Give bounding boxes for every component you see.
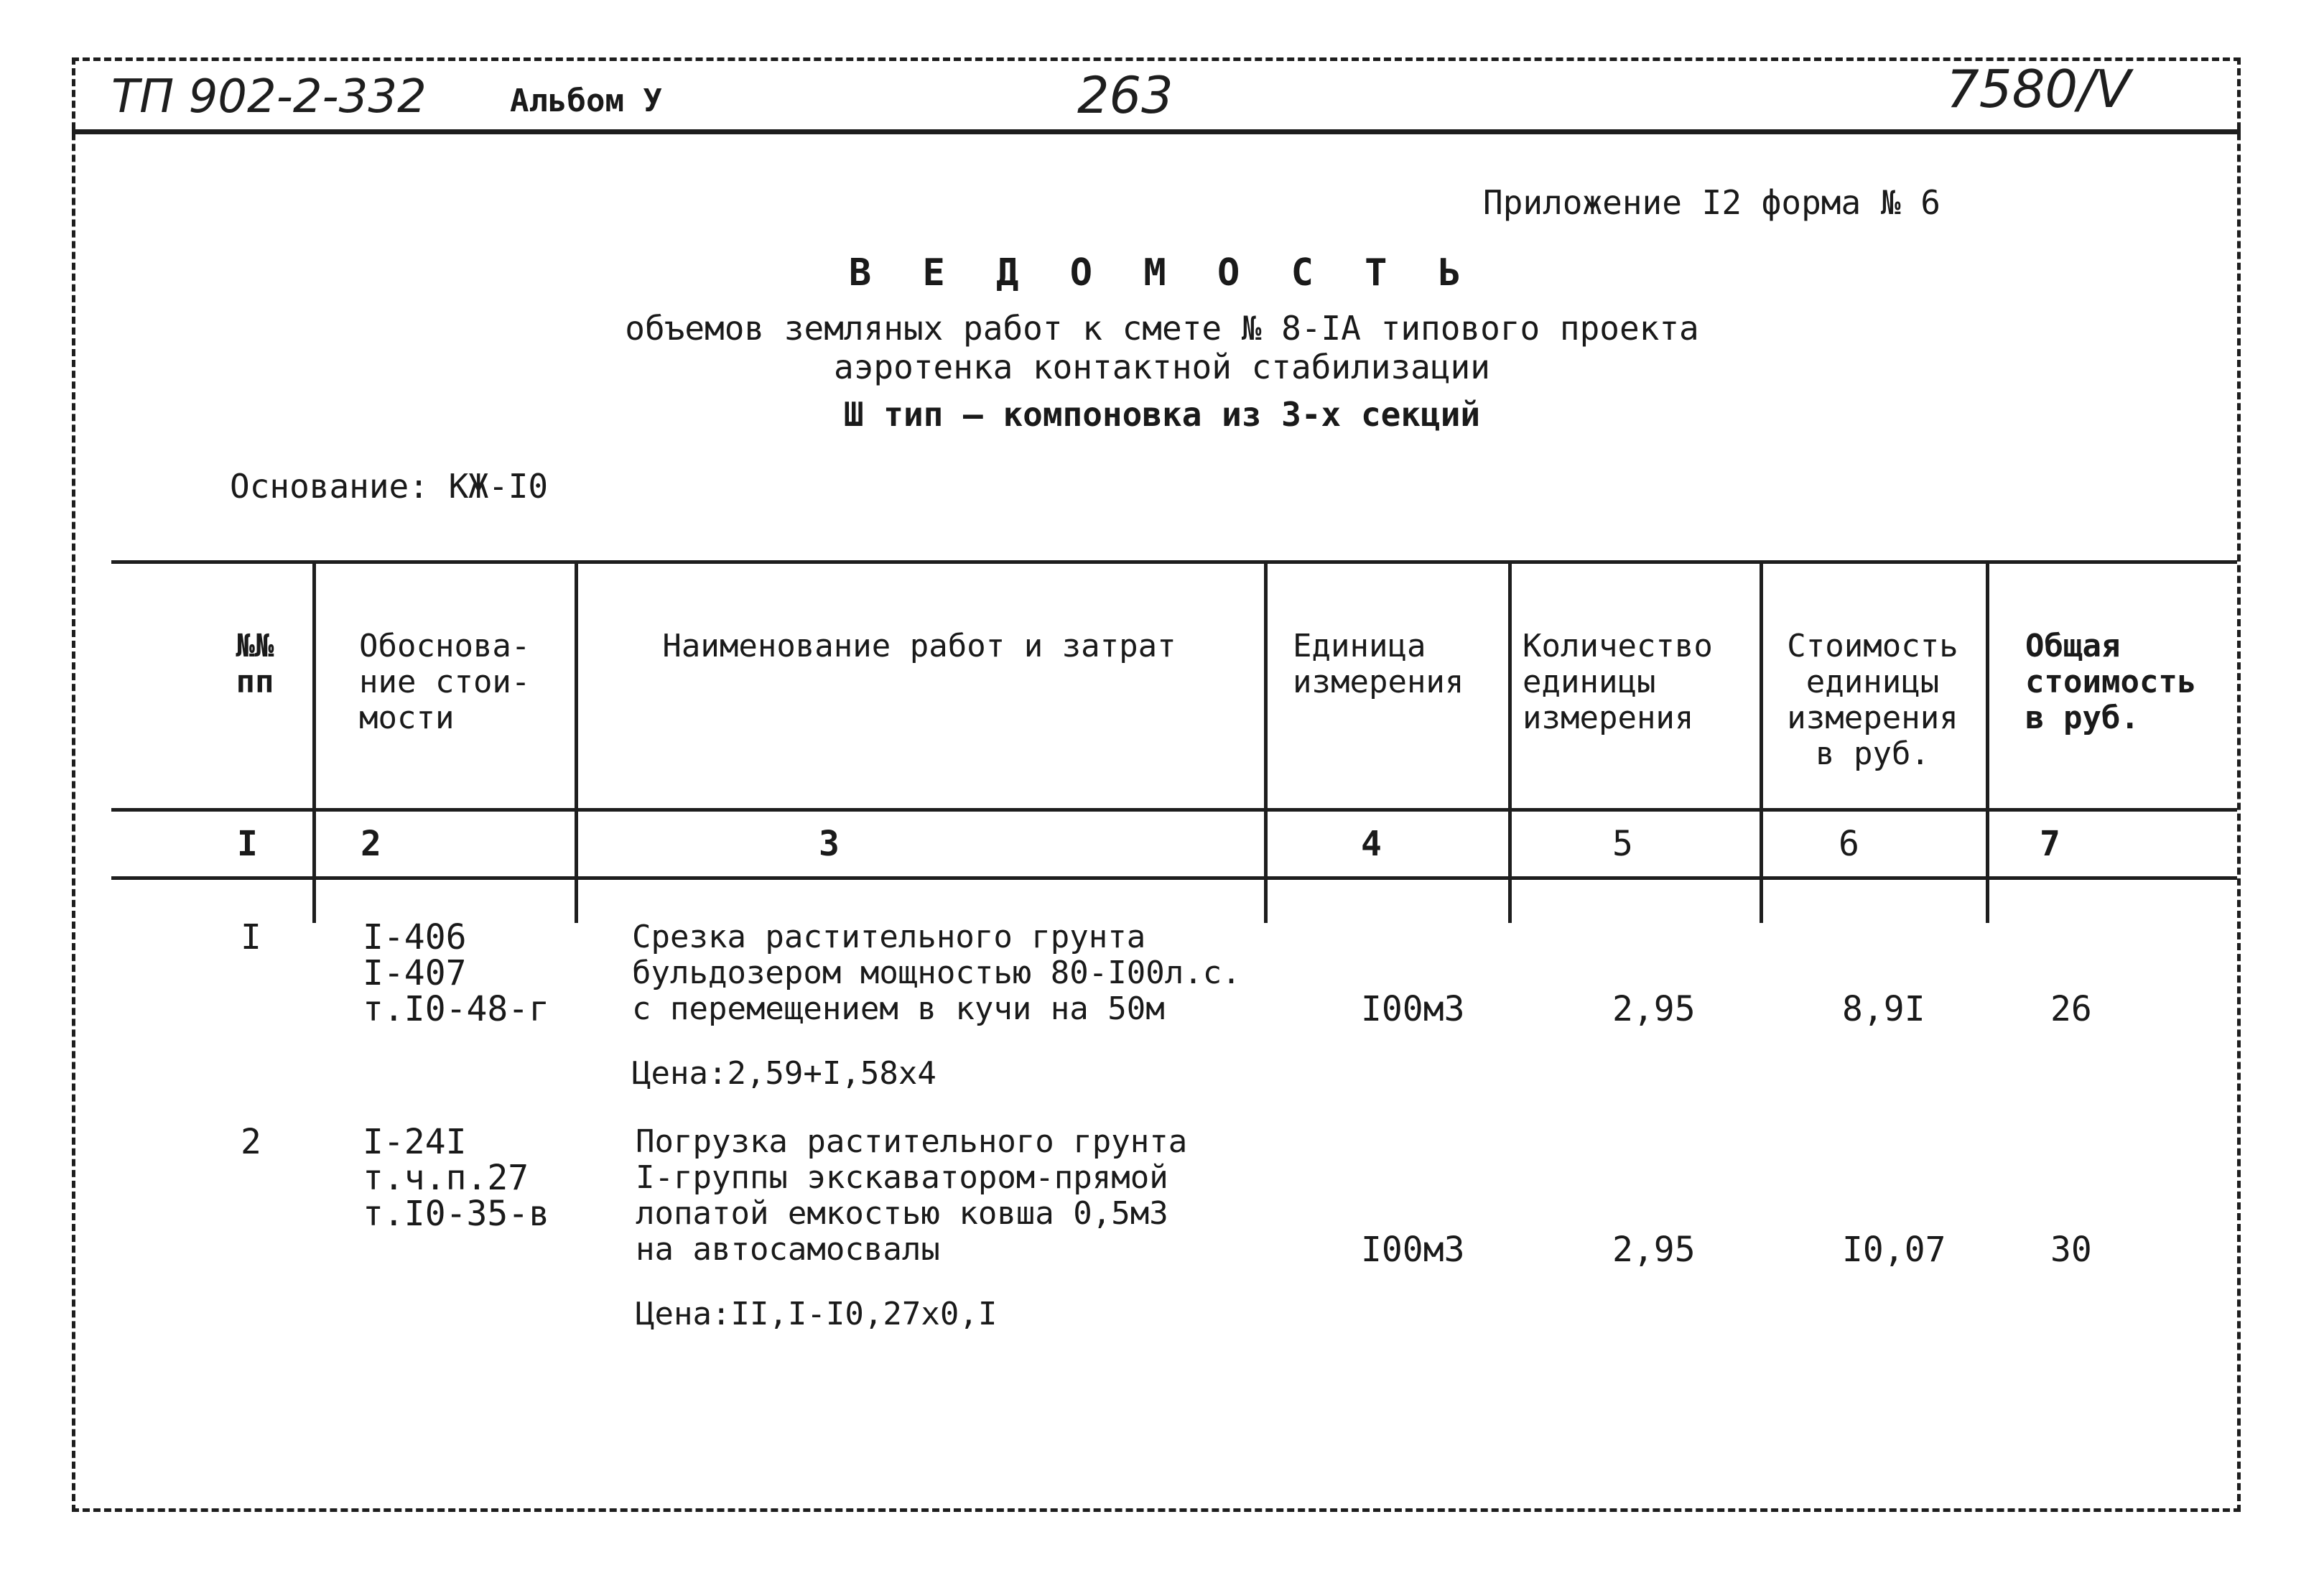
row-2-basis: I-24I т.ч.п.27 т.I0-35-в	[363, 1122, 550, 1234]
row-2-quantity: 2,95	[1612, 1230, 1696, 1270]
document-subtitle	[0, 309, 2324, 386]
row-1-unit: I00м3	[1361, 989, 1465, 1029]
column-number: I	[237, 824, 258, 864]
column-number: 4	[1361, 824, 1382, 864]
column-divider	[312, 560, 316, 923]
row-1-work-name: Срезка растительного грунта бульдозером мощностью 80-I00л.с. с перемещением в кучи на 50м	[632, 919, 1241, 1027]
column-number: 5	[1612, 824, 1633, 864]
column-number: 3	[819, 824, 840, 864]
header-quantity: Количество единицы измерения	[1523, 628, 1713, 736]
column-divider	[1760, 560, 1763, 923]
column-divider	[1986, 560, 1989, 923]
header-work-name: Наименование работ и затрат	[662, 628, 1176, 664]
column-number: 2	[361, 824, 381, 864]
header-num: №№ пп	[236, 628, 274, 700]
header-bottom-rule	[111, 808, 2237, 812]
row-1-quantity: 2,95	[1612, 989, 1696, 1029]
row-1-basis: I-406 I-407 т.I0-48-г	[363, 917, 550, 1029]
appendix-label: Приложение I2 форма № 6	[1483, 183, 1940, 222]
column-divider	[1508, 560, 1512, 923]
row-2-unit-cost: I0,07	[1842, 1230, 1946, 1270]
header-unit: Единица измерения	[1293, 628, 1464, 700]
basis-label: Основание: КЖ-I0	[230, 467, 549, 506]
row-2-price-note: Цена:II,I-I0,27х0,I	[636, 1296, 998, 1332]
row-1-total: 26	[2050, 989, 2092, 1029]
header-divider	[72, 129, 2241, 134]
row-2-work-name: Погрузка растительного грунта I-группы экскаватором-прямой лопатой емкостью ковша 0,5м3 на автосамосвалы	[636, 1123, 1188, 1268]
inventory-number: 7580/V	[1946, 59, 2131, 119]
row-1-num: I	[241, 917, 261, 957]
document-code: ТП 902-2-332	[111, 70, 427, 124]
column-number: 6	[1839, 824, 1859, 864]
subtitle-line-1: объемов земляных работ к смете № 8-IA типового проекта	[625, 309, 1699, 348]
row-2-total: 30	[2050, 1230, 2092, 1270]
subtitle-line-2: аэротенка контактной стабилизации	[834, 348, 1490, 386]
header-basis: Обоснова- ние стои- мости	[359, 628, 531, 736]
album-label: Альбом У	[510, 83, 662, 119]
column-number-rule	[111, 876, 2237, 880]
row-2-num: 2	[241, 1122, 261, 1162]
row-2-unit: I00м3	[1361, 1230, 1465, 1270]
header-total-cost: Общая стоимость в руб.	[2025, 628, 2197, 736]
column-number: 7	[2040, 824, 2060, 864]
header-unit-cost: Стоимость единицы измерения в руб.	[1787, 628, 1958, 772]
row-1-unit-cost: 8,9I	[1842, 989, 1925, 1029]
column-divider	[1264, 560, 1268, 923]
row-1-price-note: Цена:2,59+I,58х4	[632, 1055, 936, 1092]
column-divider	[575, 560, 578, 923]
document-title: В Е Д О М О С Т Ь	[848, 251, 1476, 294]
table-top-rule	[111, 560, 2237, 564]
page-number: 263	[1077, 66, 1173, 125]
document-type-line: Ш тип – компоновка из 3-х секций	[843, 395, 1481, 434]
